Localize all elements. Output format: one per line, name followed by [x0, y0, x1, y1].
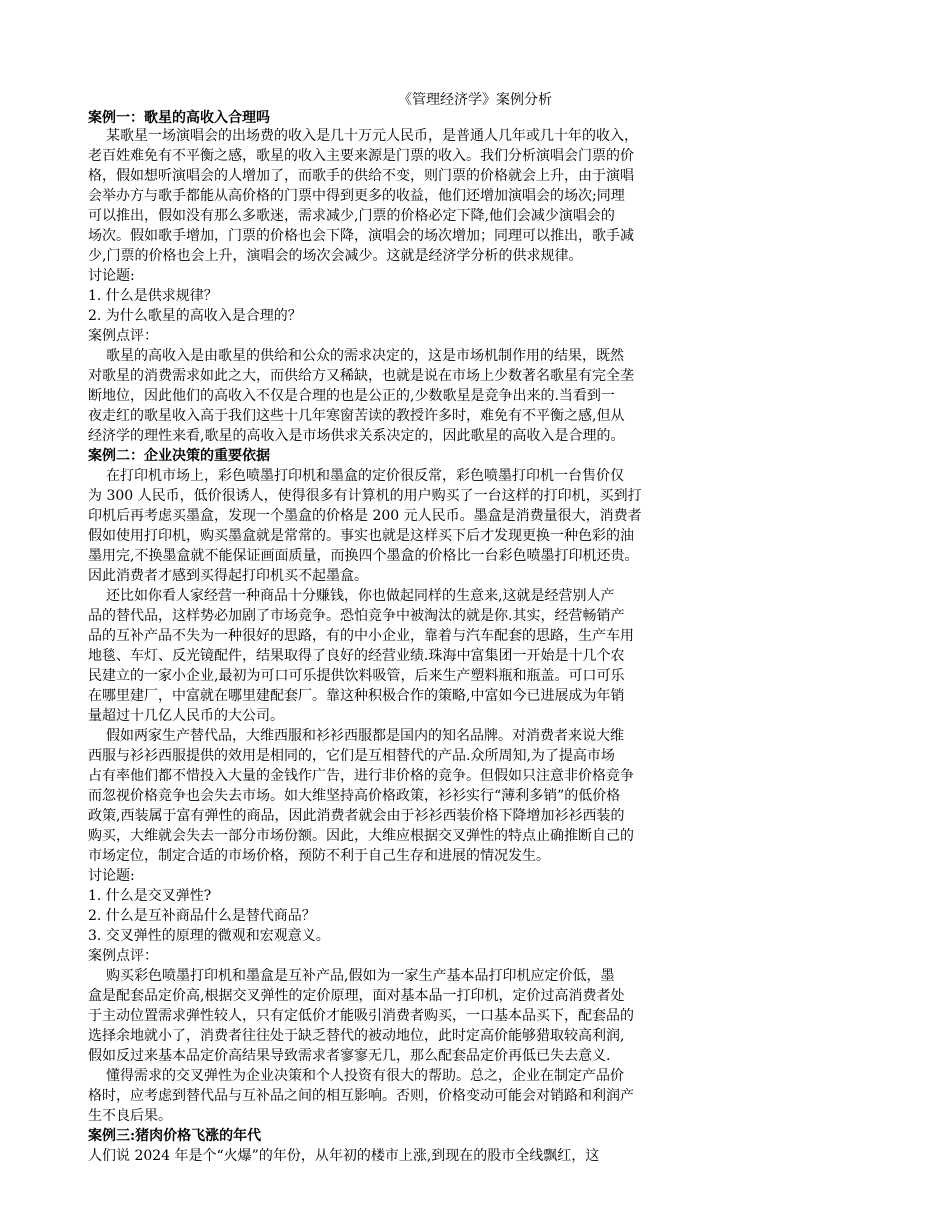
case2-review-line: 生不良后果。 — [88, 1108, 172, 1124]
case2-para3-line: 购买，大维就会失去一部分市场份额。因此，大维应根据交叉弹性的特点止确推断自己的 — [88, 828, 634, 844]
case1-review-line: 对歌星的消费需求如此之大，而供给方又稀缺，也就是说在市场上少数著名歌星有完全垄 — [88, 368, 634, 384]
case2-para2-line: 品的替代品，这样势必加剧了市场竞争。恐怕竞争中被淘汰的就是你.其实，经营畅销产 — [88, 608, 625, 624]
case1-review-line: 断地位，因此他们的高收入不仅是合理的也是公正的,少数歌星是竞争出来的.当看到一 — [88, 388, 615, 404]
case1-body-line: 可以推出，假如没有那么多歌迷，需求减少,门票的价格必定下降,他们会减少演唱会的 — [88, 208, 615, 224]
case2-para1-line: 在打印机市场上，彩色喷墨打印机和墨盒的定价很反常，彩色喷墨打印机一台售价仅 — [106, 468, 624, 484]
case2-para1-line: 墨用完,不换墨盒就不能保证画面质量，而换四个墨盒的价格比一台彩色喷墨打印机还贵。 — [88, 548, 639, 564]
case2-para1-line: 因此消费者才感到买得起打印机买不起墨盒。 — [88, 568, 368, 584]
case1-question: 2. 为什么歌星的高收入是合理的？ — [88, 308, 302, 324]
case1-body-line: 老百姓难免有不平衡之感，歌星的收入主要来源是门票的收入。我们分析演唱会门票的价 — [88, 148, 634, 164]
case2-para2-line: 地毯、车灯、反光镜配件，结果取得了良好的经营业绩.珠海中富集团一开始是十几个农 — [88, 648, 625, 664]
case2-review-line: 选择余地就小了，消费者往往处于缺乏替代的被动地位，此时定高价能够猎取较高利润, — [88, 1028, 625, 1044]
case2-review-line: 购买彩色喷墨打印机和墨盒是互补产品,假如为一家生产基本品打印机应定价低，墨 — [106, 968, 615, 984]
case2-review-line: 盒是配套品定价高,根据交叉弹性的定价原理，面对基本品一打印机，定价过高消费者处 — [88, 988, 625, 1004]
case1-body-line: 会举办方与歌手都能从高价格的门票中得到更多的收益，他们还增加演唱会的场次;同理 — [88, 188, 625, 204]
case1-body-line: 少,门票的价格也会上升，演唱会的场次会减少。这就是经济学分析的供求规律。 — [88, 248, 583, 264]
case1-review-line: 经济学的理性来看,歌星的高收入是市场供求关系决定的，因此歌星的高收入是合理的。 — [88, 428, 625, 444]
case1-heading: 案例一：歌星的高收入合理吗 — [88, 110, 270, 126]
case1-question: 1. 什么是供求规律？ — [88, 288, 218, 304]
case1-review-line: 歌星的高收入是由歌星的供给和公众的需求决定的，这是市场机制作用的结果，既然 — [106, 348, 624, 364]
case2-para2-line: 品的互补产品不失为一种很好的思路，有的中小企业，靠着与汽车配套的思路，生产车用 — [88, 628, 634, 644]
case2-review-line: 假如反过来基本品定价高结果导致需求者寥寥无几，那么配套品定价再低已失去意义. — [88, 1048, 611, 1064]
case2-para3-line: 西服与衫衫西服提供的效用是相同的，它们是互相替代的产品.众所周知,为了提高市场 — [88, 748, 615, 764]
case1-body-line: 场次。假如歌手增加，门票的价格也会下降，演唱会的场次增加；同理可以推出，歌手减 — [88, 228, 634, 244]
case2-para2-line: 还比如你看人家经营一种商品十分赚钱，你也做起同样的生意来,这就是经营别人产 — [106, 588, 615, 604]
case2-question: 1. 什么是交叉弹性? — [88, 888, 212, 904]
case2-para3-line: 政策,西装属于富有弹性的商品，因此消费者就会由于衫衫西装价格下降增加衫衫西装的 — [88, 808, 625, 824]
case3-heading: 案例三:猪肉价格飞涨的年代 — [88, 1128, 262, 1144]
case2-para2-line: 民建立的一家小企业,最初为可口可乐提供饮料吸管，后来生产塑料瓶和瓶盖。可口可乐 — [88, 668, 625, 684]
case2-review-label: 案例点评： — [88, 948, 158, 964]
document-title: 《管理经济学》案例分析 — [398, 92, 552, 108]
case1-body-line: 某歌星一场演唱会的出场费的收入是几十万元人民币，是普通人几年或几十年的收入， — [106, 128, 638, 144]
case2-para1-line: 为 300 人民币，低价很诱人，使得很多有计算机的用户购买了一台这样的打印机，买到打 — [88, 488, 642, 504]
case1-review-line: 夜走红的歌星收入高于我们这些十几年寒窗苦读的教授许多时，难免有不平衡之感,但从 — [88, 408, 625, 424]
case2-review-line: 懂得需求的交叉弹性为企业决策和个人投资有很大的帮助。总之，企业在制定产品价 — [106, 1068, 624, 1084]
case2-para3-line: 而忽视价格竞争也会失去市场。如大维坚持高价格政策，衫衫实行“薄利多销”的低价格 — [88, 788, 621, 804]
case2-para1-line: 假如使用打印机，购买墨盒就是常常的。事实也就是这样买下后才发现更换一种色彩的油 — [88, 528, 634, 544]
case2-para1-line: 印机后再考虑买墨盒，发现一个墨盒的价格是 200 元人民币。墨盒是消费量很大，消费者 — [88, 508, 642, 524]
case2-para2-line: 量超过十几亿人民币的大公司。 — [88, 708, 284, 724]
case2-para3-line: 假如两家生产替代品，大维西服和衫衫西服都是国内的知名品牌。对消费者来说大维 — [106, 728, 624, 744]
case2-review-line: 格时，应考虑到替代品与互补品之间的相互影响。否则，价格变动可能会对销路和利润产 — [88, 1088, 634, 1104]
case2-para2-line: 在哪里建厂，中富就在哪里建配套厂。靠这种积极合作的策略,中富如今已进展成为年销 — [88, 688, 625, 704]
case2-question: 3. 交叉弹性的原理的微观和宏观意义。 — [88, 928, 330, 944]
case2-para3-line: 占有率他们都不惜投入大量的金钱作广告，进行非价格的竞争。但假如只注意非价格竞争 — [88, 768, 634, 784]
case1-body-line: 格，假如想听演唱会的人增加了，而歌手的供给不变，则门票的价格就会上升，由于演唱 — [88, 168, 634, 184]
case2-review-line: 于主动位置需求弹性较人，只有定低价才能吸引消费者购买，一口基本品买下，配套品的 — [88, 1008, 634, 1024]
case2-para3-line: 市场定位，制定合适的市场价格，预防不利于自己生存和进展的情况发生。 — [88, 848, 550, 864]
case1-review-label: 案例点评： — [88, 328, 158, 344]
case2-discussion-label: 讨论题: — [88, 868, 135, 884]
case1-discussion-label: 讨论题: — [88, 268, 135, 284]
case3-body-line: 人们说 2024 年是个“火爆”的年份，从年初的楼市上涨,到现在的股市全线飘红，这 — [88, 1148, 600, 1164]
case2-heading: 案例二：企业决策的重要依据 — [88, 448, 270, 464]
case2-question: 2. 什么是互补商品什么是替代商品？ — [88, 908, 316, 924]
